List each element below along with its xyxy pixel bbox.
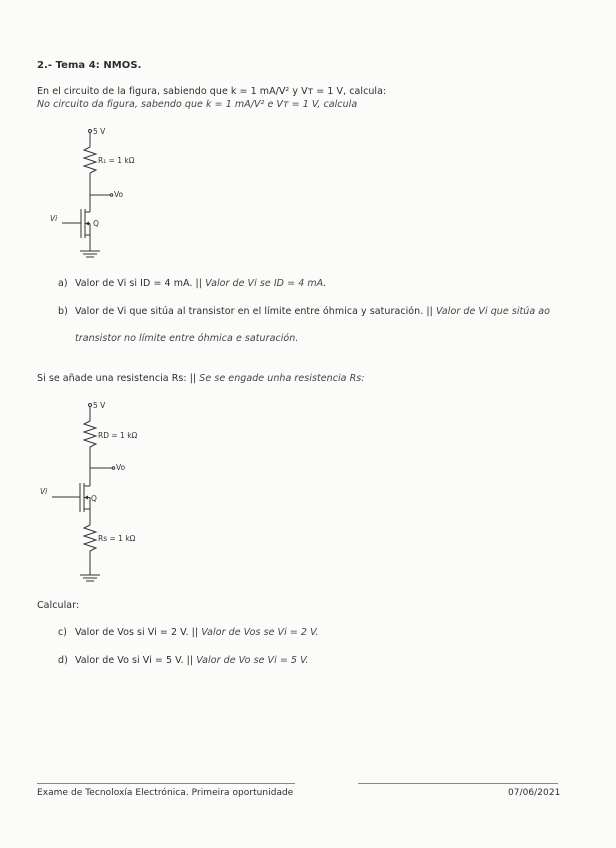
circuit1-resistor-label: R₁ = 1 kΩ [98, 156, 135, 165]
question-d-mark: d) [58, 655, 68, 666]
question-c-spanish: Valor de Vos si Vi = 2 V. [75, 627, 189, 638]
circuit2-supply-label: 5 V [93, 401, 106, 410]
section2-separator: || [189, 373, 197, 384]
footer-exam-name: Exame de Tecnoloxía Electrónica. Primeira oportunidade [37, 788, 294, 798]
circuit2-q-label: Q [91, 494, 97, 503]
question-c [75, 627, 319, 639]
question-b [75, 306, 550, 318]
calculate-label: Calcular: [37, 600, 80, 611]
question-a-separator: || [195, 278, 203, 289]
footer-rule-left [37, 783, 295, 784]
section2-intro [37, 373, 365, 385]
question-d-galician: Valor de Vo se Vi = 5 V. [196, 655, 309, 666]
question-a-mark: a) [58, 278, 68, 289]
circuit1-vo-label: Vo [114, 190, 124, 199]
question-c-galician: Valor de Vos se Vi = 2 V. [201, 627, 319, 638]
circuit2-vi-label: Vi [40, 487, 48, 496]
footer-date: 07/06/2021 [508, 788, 561, 798]
question-a [75, 278, 326, 290]
question-d-separator: || [186, 655, 194, 666]
circuit1-q-label: Q [93, 219, 99, 228]
intro-spanish: En el circuito de la figura, sabiendo que k = 1 mA/V² y Vт = 1 V, calcula: [37, 86, 387, 97]
circuit-2-schematic [30, 395, 160, 585]
page-title: 2.- Tema 4: NMOS. [37, 60, 142, 71]
question-d-spanish: Valor de Vo si Vi = 5 V. [75, 655, 184, 666]
question-b-galician-cont: transistor no límite entre óhmica e saturación. [75, 333, 299, 344]
circuit1-supply-label: 5 V [93, 127, 106, 136]
circuit-1-schematic [40, 125, 160, 270]
question-b-mark: b) [58, 306, 68, 317]
footer-rule-right [358, 783, 558, 784]
circuit2-rs-label: Rs = 1 kΩ [98, 534, 136, 543]
circuit1-vi-label: Vi [50, 214, 58, 223]
circuit2-rd-label: RD = 1 kΩ [98, 431, 138, 440]
question-d [75, 655, 309, 667]
question-c-mark: c) [58, 627, 68, 638]
circuit2-vo-label: Vo [116, 463, 126, 472]
intro-galician: No circuito da figura, sabendo que k = 1 mA/V² e Vт = 1 V, calcula [37, 99, 358, 110]
question-a-galician: Valor de Vi se ID = 4 mA. [205, 278, 327, 289]
section2-galician: Se se engade unha resistencia Rs: [199, 373, 365, 384]
question-a-spanish: Valor de Vi si ID = 4 mA. [75, 278, 193, 289]
question-b-galician: Valor de Vi que sitúa ao [435, 306, 551, 317]
question-b-separator: || [426, 306, 433, 317]
question-b-spanish: Valor de Vi que sitúa al transistor en el límite entre óhmica y saturación. [75, 306, 424, 317]
section2-spanish: Si se añade una resistencia Rs: [37, 373, 187, 384]
question-c-separator: || [191, 627, 199, 638]
